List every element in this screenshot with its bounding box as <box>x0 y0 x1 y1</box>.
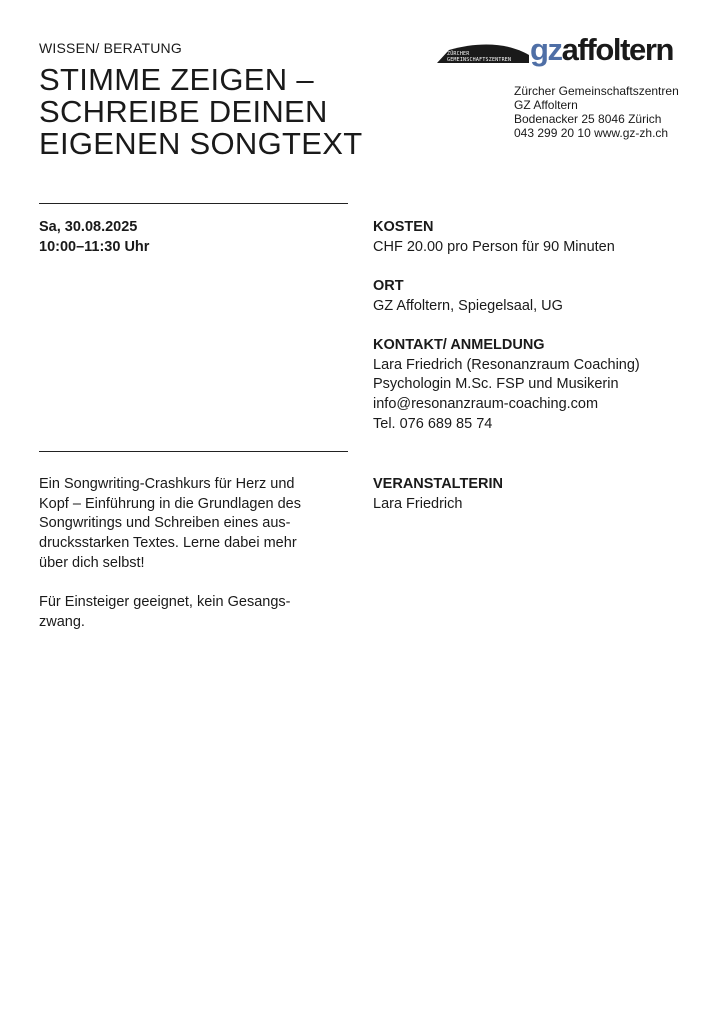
kontakt-email[interactable]: info@resonanzraum-coaching.com <box>373 396 599 413</box>
kontakt-phone[interactable]: Tel. 076 689 85 74 <box>373 415 493 432</box>
address-line: 043 299 20 10 www.gz-zh.ch <box>514 126 669 140</box>
kontakt-line: Psychologin M.Sc. FSP und Musikerin <box>373 376 619 393</box>
address-line: Zürcher Gemeinschaftszentren <box>514 84 679 98</box>
description-paragraph <box>39 593 339 632</box>
veranstalterin-value: Lara Friedrich <box>373 495 463 512</box>
description-line: über dich selbst! <box>39 554 145 571</box>
ort-value: GZ Affoltern, Spiegelsaal, UG <box>373 297 563 314</box>
address-line: Bodenacker 25 8046 Zürich <box>514 112 662 126</box>
title-line: EIGENEN SONGTEXT <box>39 126 363 161</box>
title-line: STIMME ZEIGEN – <box>39 62 314 97</box>
event-description <box>39 475 339 652</box>
organization-address <box>514 84 679 140</box>
description-line: Kopf – Einführung in die Grundlagen des <box>39 495 301 512</box>
logo-affoltern: affoltern <box>561 32 674 67</box>
category-label: WISSEN/ BERATUNG <box>39 40 182 56</box>
kosten-label: KOSTEN <box>373 219 434 235</box>
veranstalterin-section <box>373 475 693 514</box>
title-line: SCHREIBE DEINEN <box>39 94 328 129</box>
kosten-value: CHF 20.00 pro Person für 90 Minuten <box>373 238 615 255</box>
gz-affoltern-logo <box>437 32 687 72</box>
logo-subtitle: ZÜRCHER GEMEINSCHAFTSZENTREN <box>447 51 512 63</box>
description-line: zwang. <box>39 613 85 630</box>
description-paragraph <box>39 475 339 574</box>
event-datetime <box>39 218 149 257</box>
event-date: Sa, 30.08.2025 <box>39 219 138 235</box>
divider <box>39 203 348 204</box>
description-line: Songwritings und Schreiben eines aus- <box>39 515 291 532</box>
divider <box>39 451 348 452</box>
ort-label: ORT <box>373 278 404 294</box>
page-title <box>39 64 362 160</box>
kontakt-line: Lara Friedrich (Resonanzraum Coaching) <box>373 356 640 373</box>
event-time: 10:00–11:30 Uhr <box>39 238 150 255</box>
address-line: GZ Affoltern <box>514 98 578 112</box>
veranstalterin-label: VERANSTALTERIN <box>373 476 503 492</box>
ort-section <box>373 277 693 316</box>
description-line: Ein Songwriting-Crashkurs für Herz und <box>39 476 295 492</box>
description-line: Für Einsteiger geeignet, kein Gesangs- <box>39 594 291 611</box>
kontakt-label: KONTAKT/ ANMELDUNG <box>373 337 545 353</box>
logo-wordmark <box>530 32 673 68</box>
kontakt-section <box>373 336 693 435</box>
description-line: drucksstarken Textes. Lerne dabei mehr <box>39 535 297 552</box>
logo-gz: gz <box>530 32 562 67</box>
kosten-section <box>373 218 693 257</box>
